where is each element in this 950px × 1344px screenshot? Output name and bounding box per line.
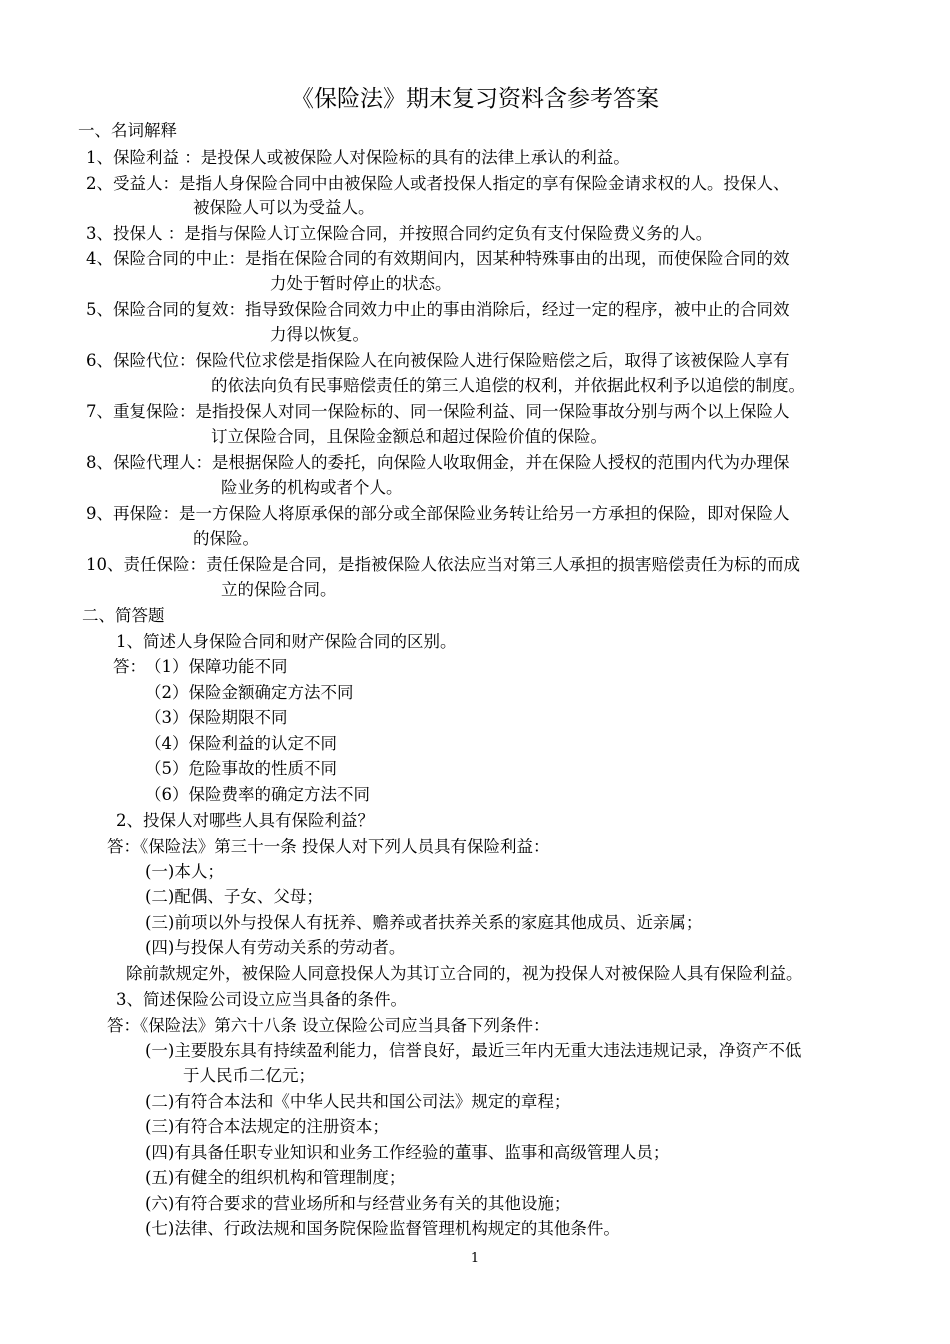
q1-item-3: （3）保险期限不同: [145, 708, 288, 727]
q1-item-5: （5）危险事故的性质不同: [145, 759, 337, 778]
document-title: 《保险法》期末复习资料含参考答案: [291, 86, 659, 112]
question-2-answer-intro: 答：《保险法》第三十一条 投保人对下列人员具有保险利益：: [107, 837, 550, 856]
term-7-line-1: 7、重复保险：是指投保人对同一保险标的、同一保险利益、同一保险事故分别与两个以上保险人: [86, 402, 790, 421]
question-1: 1、简述人身保险合同和财产保险合同的区别。: [116, 632, 457, 651]
term-6-line-2: 的依法向负有民事赔偿责任的第三人追偿的权利，并依据此权利予以追偿的制度。: [211, 376, 805, 395]
q1-item-4: （4）保险利益的认定不同: [145, 734, 337, 753]
term-5-line-1: 5、保险合同的复效：指导致保险合同效力中止的事由消除后，经过一定的程序，被中止的合同效: [86, 300, 790, 319]
q2-item-4: (四)与投保人有劳动关系的劳动者。: [145, 938, 406, 957]
term-2-line-2: 被保险人可以为受益人。: [193, 198, 375, 217]
q1-item-1: （1）保障功能不同: [145, 657, 288, 676]
q1-item-2: （2）保险金额确定方法不同: [145, 683, 354, 702]
q2-item-3: (三)前项以外与投保人有抚养、赡养或者扶养关系的家庭其他成员、近亲属；: [145, 913, 703, 932]
q3-item-4: (四)有具备任职专业知识和业务工作经验的董事、监事和高级管理人员；: [145, 1143, 670, 1162]
q3-item-6: (六)有符合要求的营业场所和与经营业务有关的其他设施；: [145, 1194, 571, 1213]
term-10-line-2: 立的保险合同。: [221, 580, 337, 599]
q2-item-1: (一)本人；: [145, 862, 224, 881]
section-heading-short-answer: 二、简答题: [82, 606, 165, 625]
term-3-line-1: 3、投保人 ：是指与保险人订立保险合同，并按照合同约定负有支付保险费义务的人。: [86, 224, 713, 243]
q3-item-1-line-1: (一)主要股东具有持续盈利能力，信誉良好，最近三年内无重大违法违规记录，净资产不低: [145, 1041, 802, 1060]
term-8-line-2: 险业务的机构或者个人。: [221, 478, 403, 497]
term-5-line-2: 力得以恢复。: [270, 325, 369, 344]
q2-item-2: (二)配偶、子女、父母；: [145, 887, 323, 906]
q3-item-3: (三)有符合本法规定的注册资本；: [145, 1117, 389, 1136]
term-4-line-1: 4、保险合同的中止：是指在保险合同的有效期间内，因某种特殊事由的出现，而使保险合同的效: [86, 249, 790, 268]
q1-item-6: （6）保险费率的确定方法不同: [145, 785, 370, 804]
q2-note: 除前款规定外，被保险人同意投保人为其订立合同的，视为投保人对被保险人具有保险利益。: [126, 964, 803, 983]
term-9-line-1: 9、再保险：是一方保险人将原承保的部分或全部保险业务转让给另一方承担的保险，即对保险人: [86, 504, 790, 523]
q3-item-1-line-2: 于人民币二亿元；: [183, 1066, 315, 1085]
question-2: 2、投保人对哪些人具有保险利益？: [116, 811, 374, 830]
q3-item-7: (七)法律、行政法规和国务院保险监督管理机构规定的其他条件。: [145, 1219, 620, 1238]
term-10-line-1: 10、责任保险：责任保险是合同，是指被保险人依法应当对第三人承担的损害赔偿责任为标的而成: [86, 555, 800, 574]
q3-item-2: (二)有符合本法和《中华人民共和国公司法》规定的章程；: [145, 1092, 571, 1111]
term-9-line-2: 的保险。: [193, 529, 259, 548]
term-8-line-1: 8、保险代理人：是根据保险人的委托，向保险人收取佣金，并在保险人授权的范围内代为办理保: [86, 453, 790, 472]
question-1-answer-prefix: 答：: [113, 657, 146, 676]
term-7-line-2: 订立保险合同，且保险金额总和超过保险价值的保险。: [211, 427, 607, 446]
page-number: 1: [470, 1251, 480, 1266]
term-4-line-2: 力处于暂时停止的状态。: [270, 274, 452, 293]
section-heading-definitions: 一、名词解释: [78, 121, 177, 140]
q3-item-5: (五)有健全的组织机构和管理制度；: [145, 1168, 406, 1187]
term-2-line-1: 2、受益人：是指人身保险合同中由被保险人或者投保人指定的享有保险金请求权的人。投保人、: [86, 174, 790, 193]
question-3: 3、简述保险公司设立应当具备的条件。: [116, 990, 407, 1009]
question-3-answer-intro: 答：《保险法》第六十八条 设立保险公司应当具备下列条件：: [107, 1016, 550, 1035]
term-6-line-1: 6、保险代位：保险代位求偿是指保险人在向被保险人进行保险赔偿之后，取得了该被保险人享有: [86, 351, 790, 370]
term-1-line-1: 1、保险利益 ：是投保人或被保险人对保险标的具有的法律上承认的利益。: [86, 148, 630, 167]
